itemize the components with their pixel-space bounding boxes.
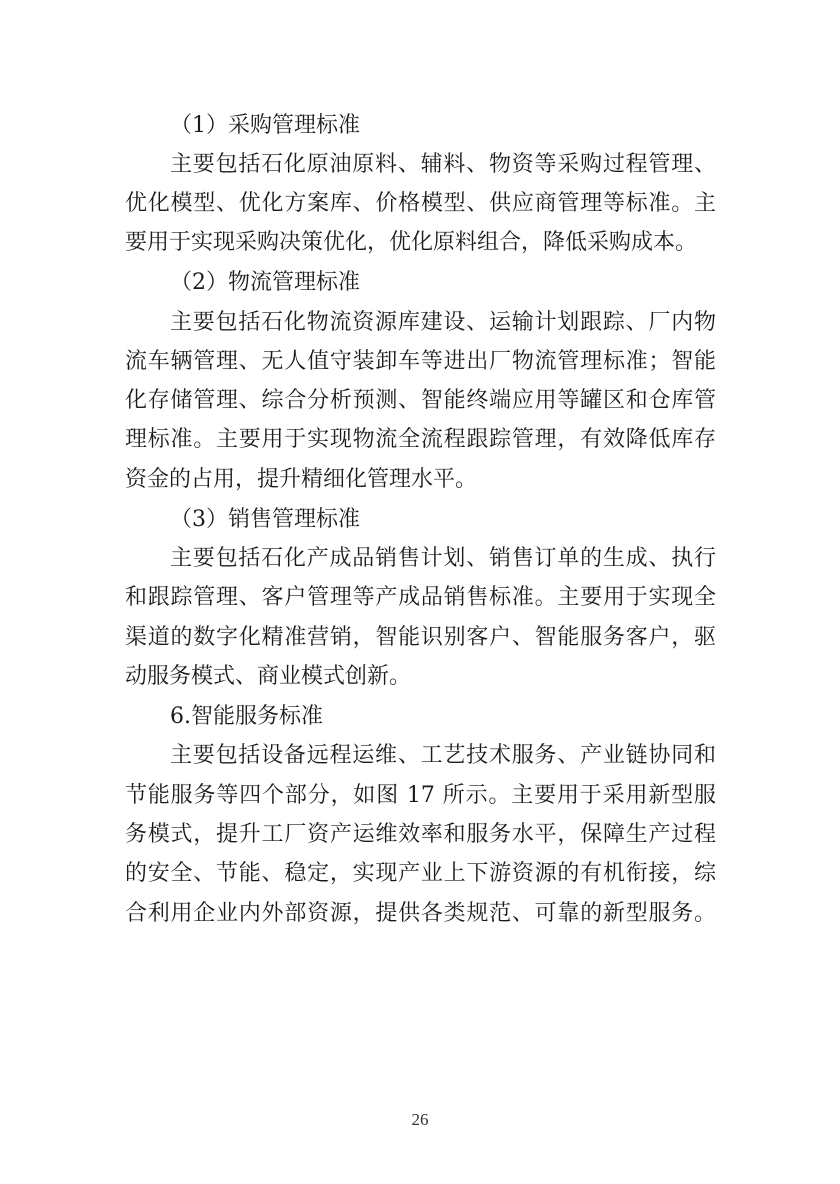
paragraph-line: 动服务模式、商业模式创新。 <box>125 664 412 689</box>
paragraph-line: 资金的占用，提升精细化管理水平。 <box>125 467 478 492</box>
paragraph-line: 和跟踪管理、客户管理等产成品销售标准。主要用于实现全 <box>125 585 716 610</box>
heading-logistics-standard: （2）物流管理标准 <box>170 270 360 295</box>
paragraph-line: 的安全、节能、稳定，实现产业上下游资源的有机衔接，综 <box>125 861 716 886</box>
paragraph-line: 主要包括石化原油原料、辅料、物资等采购过程管理、 <box>170 152 716 177</box>
paragraph-line: 化存储管理、综合分析预测、智能终端应用等罐区和仓库管 <box>125 388 716 413</box>
paragraph-line: 节能服务等四个部分，如图 17 所示。主要用于采用新型服 <box>125 783 716 808</box>
paragraph-line: 渠道的数字化精准营销，智能识别客户、智能服务客户，驱 <box>125 625 716 650</box>
heading-smart-service-standard: 6.智能服务标准 <box>170 704 323 729</box>
paragraph-line: 要用于实现采购决策优化，优化原料组合，降低采购成本。 <box>125 230 698 255</box>
paragraph-line: 理标准。主要用于实现物流全流程跟踪管理，有效降低库存 <box>125 427 716 452</box>
heading-procurement-standard: （1）采购管理标准 <box>170 113 360 138</box>
paragraph-line: 主要包括石化物流资源库建设、运输计划跟踪、厂内物 <box>170 310 716 335</box>
page-number: 26 <box>411 1110 429 1129</box>
paragraph-line: 流车辆管理、无人值守装卸车等进出厂物流管理标准；智能 <box>125 349 716 374</box>
paragraph-line: 主要包括设备远程运维、工艺技术服务、产业链协同和 <box>170 743 716 768</box>
paragraph-line: 优化模型、优化方案库、价格模型、供应商管理等标准。主 <box>125 191 716 216</box>
paragraph-line: 务模式，提升工厂资产运维效率和服务水平，保障生产过程 <box>125 822 716 847</box>
paragraph-line: 主要包括石化产成品销售计划、销售订单的生成、执行 <box>170 546 716 571</box>
paragraph-line: 合利用企业内外部资源，提供各类规范、可靠的新型服务。 <box>125 901 716 926</box>
heading-sales-standard: （3）销售管理标准 <box>170 507 360 532</box>
